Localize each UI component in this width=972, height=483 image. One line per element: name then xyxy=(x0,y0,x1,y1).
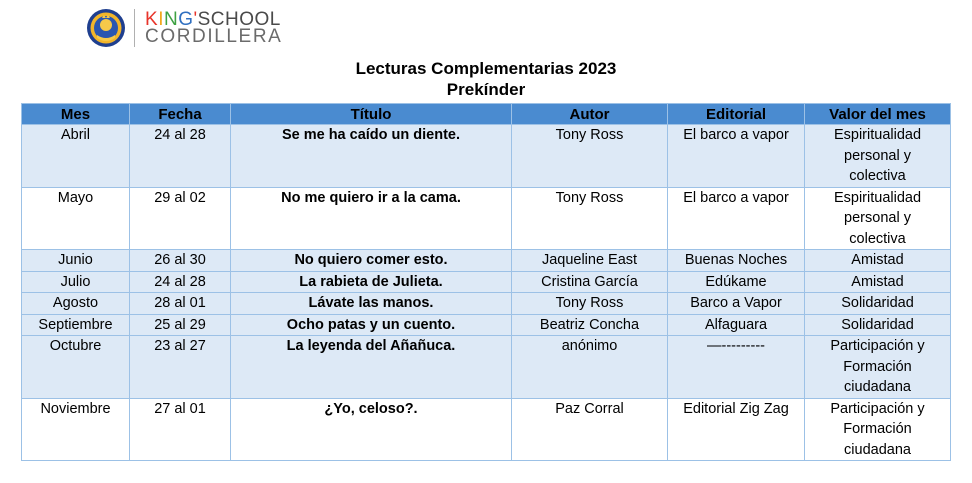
logo-king-letter: K xyxy=(145,9,159,30)
logo-apostrophe: ' xyxy=(193,9,198,30)
column-header-valor: Valor del mes xyxy=(805,104,951,125)
cell-titulo: La rabieta de Julieta. xyxy=(231,271,512,293)
valor-line: Formación xyxy=(843,421,912,437)
cell-valor xyxy=(805,336,951,399)
cell-fecha: 26 al 30 xyxy=(130,250,231,272)
logo-king-letter: G xyxy=(178,9,194,30)
cell-valor xyxy=(805,187,951,250)
cell-mes: Mayo xyxy=(22,187,130,250)
cell-titulo: La leyenda del Añañuca. xyxy=(231,336,512,399)
table-header-row xyxy=(22,104,951,125)
logo-king-letter: I xyxy=(158,9,164,30)
cell-autor: Paz Corral xyxy=(512,398,668,461)
table-row xyxy=(22,398,951,461)
table-row xyxy=(22,271,951,293)
cell-mes: Julio xyxy=(22,271,130,293)
cell-autor: Cristina García xyxy=(512,271,668,293)
logo-divider xyxy=(134,9,135,47)
logo-school: SCHOOL xyxy=(197,9,281,30)
valor-line: Solidaridad xyxy=(841,295,914,311)
cell-editorial: Buenas Noches xyxy=(668,250,805,272)
valor-line: Participación y xyxy=(830,400,925,417)
cell-fecha: 29 al 02 xyxy=(130,187,231,250)
cell-titulo: ¿Yo, celoso?. xyxy=(231,398,512,461)
valor-line: Formación xyxy=(843,358,912,375)
cell-valor xyxy=(805,314,951,336)
cell-fecha: 27 al 01 xyxy=(130,398,231,461)
column-header-fecha: Fecha xyxy=(130,104,231,125)
cell-mes: Agosto xyxy=(22,293,130,315)
cell-editorial: El barco a vapor xyxy=(668,187,805,250)
valor-line: Espiritualidad xyxy=(833,189,922,206)
cell-fecha: 24 al 28 xyxy=(130,271,231,293)
table-row xyxy=(22,314,951,336)
table-row xyxy=(22,250,951,272)
valor-line: personal y xyxy=(844,147,911,164)
cell-fecha: 24 al 28 xyxy=(130,125,231,188)
logo-king-letter: N xyxy=(163,9,179,30)
table-row xyxy=(22,125,951,188)
valor-line: Solidaridad xyxy=(841,316,914,333)
cell-editorial: El barco a vapor xyxy=(668,125,805,188)
column-header-mes: Mes xyxy=(22,104,130,125)
table-row xyxy=(22,336,951,399)
valor-line: Amistad xyxy=(851,273,904,290)
cell-valor xyxy=(805,293,951,315)
column-header-editorial: Editorial xyxy=(668,104,805,125)
cell-mes: Octubre xyxy=(22,336,130,399)
cell-valor xyxy=(805,398,951,461)
cell-mes: Septiembre xyxy=(22,314,130,336)
column-header-autor: Autor xyxy=(512,104,668,125)
cell-editorial: —--------- xyxy=(668,336,805,399)
cell-editorial: Editorial Zig Zag xyxy=(668,398,805,461)
title-line-2: Prekínder xyxy=(446,80,526,99)
cell-valor xyxy=(805,250,951,272)
table-row xyxy=(22,187,951,250)
cell-titulo: Ocho patas y un cuento. xyxy=(231,314,512,336)
cell-mes: Noviembre xyxy=(22,398,130,461)
cell-autor: Tony Ross xyxy=(512,125,668,188)
cell-titulo: Se me ha caído un diente. xyxy=(231,125,512,188)
cell-autor: Beatriz Concha xyxy=(512,314,668,336)
table-row xyxy=(22,293,951,315)
title-line-1: Lecturas Complementarias 2023 xyxy=(355,59,617,78)
valor-line: colectiva xyxy=(849,168,906,184)
cell-autor: Tony Ross xyxy=(512,187,668,250)
cell-mes: Abril xyxy=(22,125,130,188)
logo-line-cordillera: CORDILLERA xyxy=(145,26,283,47)
valor-line: personal y xyxy=(844,210,911,226)
valor-line: Participación y xyxy=(830,338,925,354)
school-logo xyxy=(86,6,282,50)
valor-line: Espiritualidad xyxy=(833,127,922,143)
cell-valor xyxy=(805,271,951,293)
cell-titulo: Lávate las manos. xyxy=(231,293,512,315)
valor-line: ciudadana xyxy=(844,441,911,458)
cell-autor: Jaqueline East xyxy=(512,250,668,272)
cell-titulo: No me quiero ir a la cama. xyxy=(231,187,512,250)
cell-editorial: Alfaguara xyxy=(668,314,805,336)
readings-table xyxy=(21,103,951,461)
cell-fecha: 25 al 29 xyxy=(130,314,231,336)
valor-line: Amistad xyxy=(851,252,904,268)
school-crest-icon xyxy=(86,8,126,48)
cell-autor: Tony Ross xyxy=(512,293,668,315)
cell-fecha: 28 al 01 xyxy=(130,293,231,315)
cell-autor: anónimo xyxy=(512,336,668,399)
column-header-titulo: Título xyxy=(231,104,512,125)
cell-fecha: 23 al 27 xyxy=(130,336,231,399)
document-title xyxy=(0,58,972,100)
cell-editorial: Edúkame xyxy=(668,271,805,293)
cell-editorial: Barco a Vapor xyxy=(668,293,805,315)
cell-titulo: No quiero comer esto. xyxy=(231,250,512,272)
valor-line: ciudadana xyxy=(844,379,911,395)
logo-wordmark xyxy=(145,11,282,45)
cell-mes: Junio xyxy=(22,250,130,272)
valor-line: colectiva xyxy=(849,230,906,247)
cell-valor xyxy=(805,125,951,188)
